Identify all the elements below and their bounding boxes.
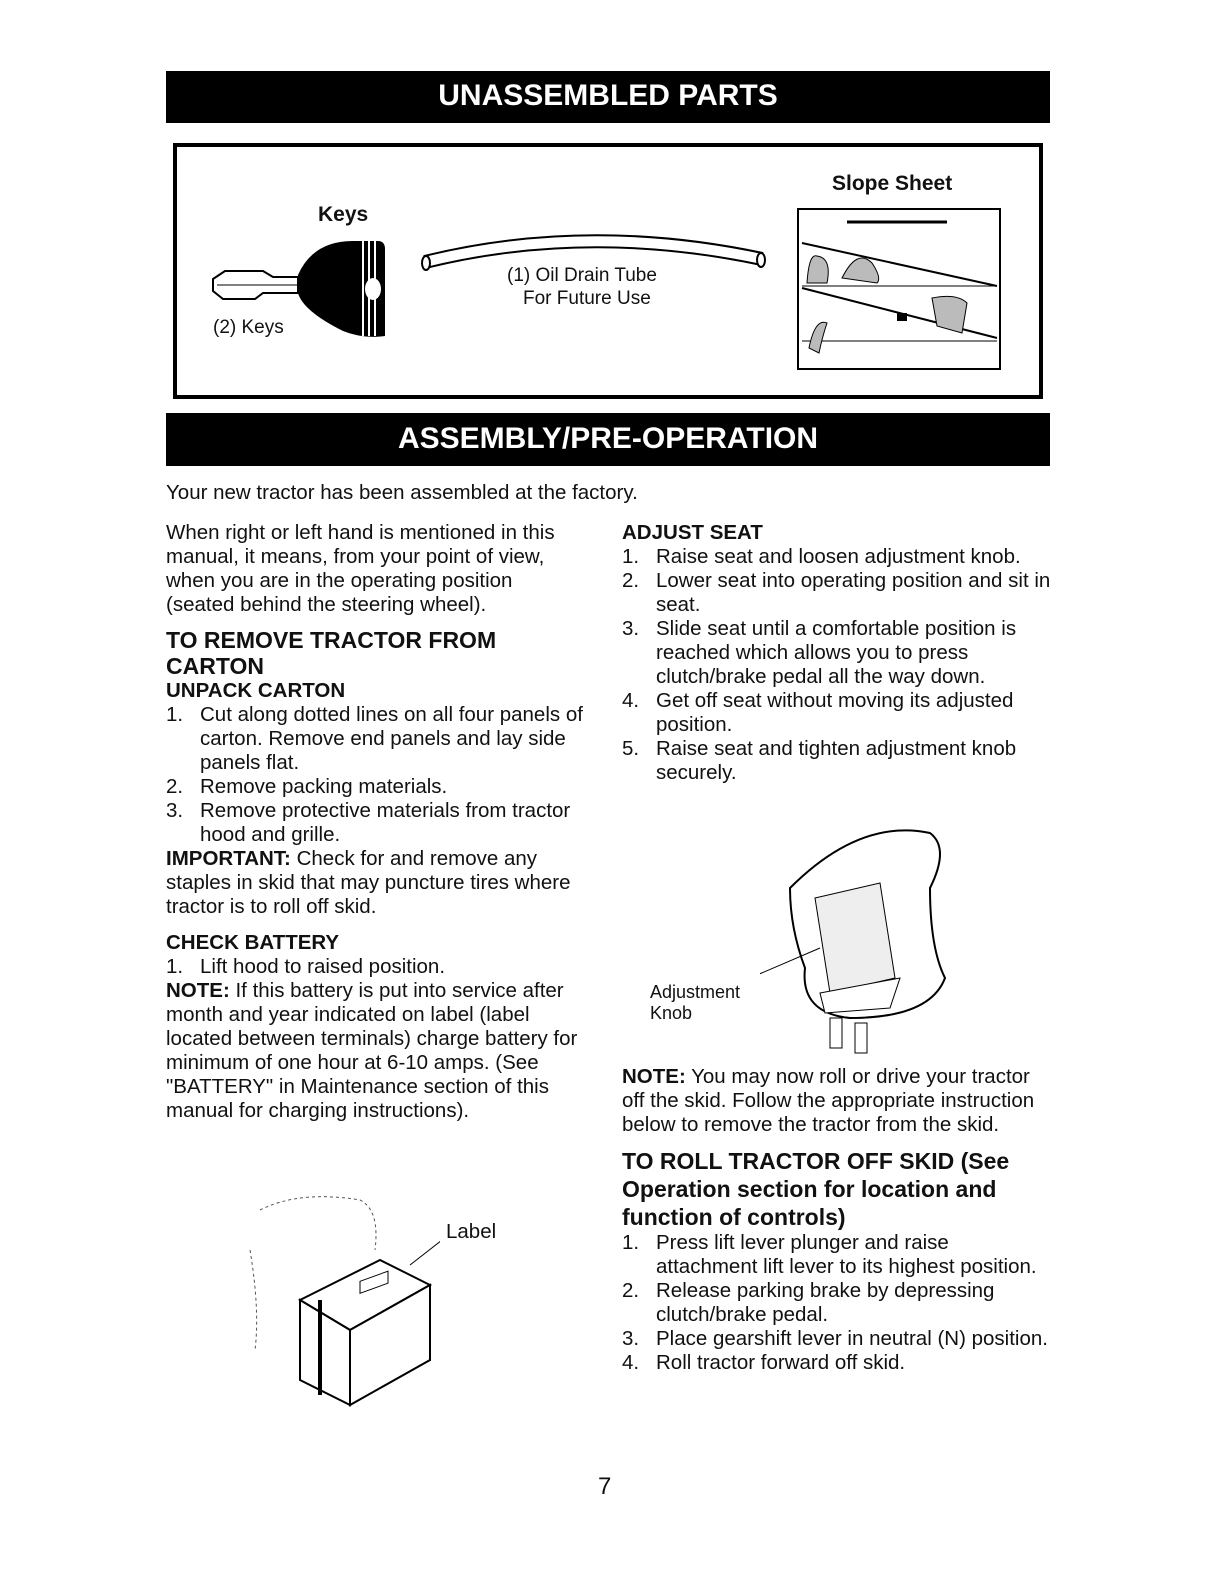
tube-label-2: For Future Use — [523, 288, 651, 309]
right-column — [622, 521, 1052, 785]
list-item: 3. Slide seat until a comfortable position is reached which allows you to press clutch/brake pedal all the way down. — [622, 617, 1017, 688]
unassembled-parts-box — [173, 143, 1043, 399]
list-item: 2. Remove packing materials. — [166, 775, 448, 798]
intro-text: Your new tractor has been assembled at the factory. — [166, 481, 638, 504]
unpack-steps — [166, 703, 586, 847]
slope-sheet-illustration — [797, 208, 1002, 371]
unpack-carton-heading: UNPACK CARTON — [166, 679, 346, 702]
assembly-banner: ASSEMBLY/PRE-OPERATION — [166, 413, 1050, 466]
roll-tractor-heading: TO ROLL TRACTOR OFF SKID (See Operation section for location and function of controls) — [622, 1148, 1010, 1230]
list-item: 1. Press lift lever plunger and raise attachment lift lever to its highest position. — [622, 1231, 1037, 1278]
seat-illustration — [760, 828, 960, 1058]
roll-steps — [622, 1231, 1052, 1375]
slope-sheet-title: Slope Sheet — [832, 172, 953, 195]
battery-illustration — [240, 1190, 440, 1410]
important-note: IMPORTANT: Check for and remove any staples in skid that may puncture tires where tractor is to roll off skid. — [166, 847, 571, 918]
remove-tractor-heading: TO REMOVE TRACTOR FROM CARTON — [166, 627, 497, 679]
page-number: 7 — [598, 1473, 612, 1500]
battery-note: NOTE: If this battery is put into service after month and year indicated on label (label located between terminals) charge battery for minimum of one hour at 6-10 amps. (See "BATTERY" in Maintenance section of this manual for charging instructions). — [166, 979, 578, 1122]
battery-label: Label — [446, 1220, 497, 1243]
keys-title: Keys — [318, 203, 369, 226]
right-column-lower — [622, 1065, 1052, 1375]
list-item: 3. Place gearshift lever in neutral (N) position. — [622, 1327, 1048, 1350]
list-item: 2. Release parking brake by depressing clutch/brake pedal. — [622, 1279, 995, 1326]
list-item: 1. Lift hood to raised position. — [166, 955, 446, 978]
left-column — [166, 521, 586, 1123]
list-item: 1. Raise seat and loosen adjustment knob. — [622, 545, 1021, 568]
list-item: 4. Get off seat without moving its adjusted position. — [622, 689, 1014, 736]
keys-label: (2) Keys — [213, 317, 284, 338]
unassembled-parts-banner: UNASSEMBLED PARTS — [166, 71, 1050, 123]
adjust-seat-heading: ADJUST SEAT — [622, 521, 763, 544]
seat-label-2: Knob — [650, 1003, 693, 1023]
list-item: 3. Remove protective materials from tractor hood and grille. — [166, 799, 571, 846]
tube-label-1: (1) Oil Drain Tube — [507, 265, 657, 286]
list-item: 2. Lower seat into operating position and sit in seat. — [622, 569, 1051, 616]
hand-note: When right or left hand is mentioned in this manual, it means, from your point of view, when you are in the operating position (seated behind the steering wheel). — [166, 521, 555, 616]
seat-label-1: Adjustment — [650, 982, 741, 1002]
list-item: 1. Cut along dotted lines on all four panels of carton. Remove end panels and lay side panels flat. — [166, 703, 583, 774]
skid-note: NOTE: You may now roll or drive your tractor off the skid. Follow the appropriate instruction below to remove the tractor from the skid. — [622, 1065, 1035, 1136]
seat-steps — [622, 545, 1052, 785]
check-battery-heading: CHECK BATTERY — [166, 931, 340, 954]
list-item: 5. Raise seat and tighten adjustment knob securely. — [622, 737, 1017, 784]
list-item: 4. Roll tractor forward off skid. — [622, 1351, 906, 1374]
